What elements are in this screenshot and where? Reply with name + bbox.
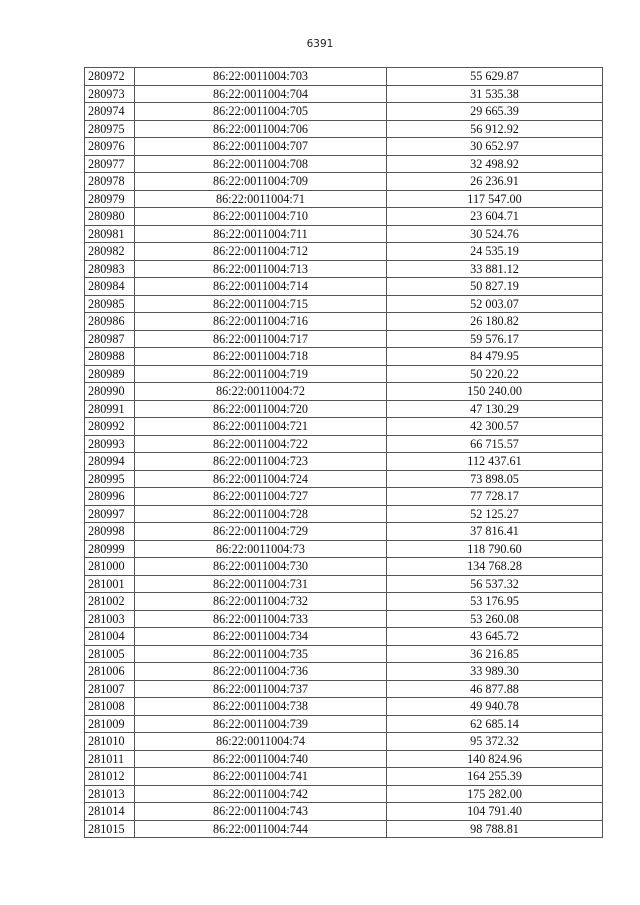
row-number-cell: 280985 — [85, 295, 135, 313]
cadastral-number-cell: 86:22:0011004:731 — [135, 575, 387, 593]
value-cell: 104 791.40 — [387, 803, 603, 821]
value-cell: 175 282.00 — [387, 785, 603, 803]
table-row — [85, 680, 603, 698]
table-row — [85, 330, 603, 348]
cadastral-number-cell: 86:22:0011004:719 — [135, 365, 387, 383]
value-cell: 30 524.76 — [387, 225, 603, 243]
value-cell: 59 576.17 — [387, 330, 603, 348]
row-number-cell: 280976 — [85, 138, 135, 156]
value-cell: 36 216.85 — [387, 645, 603, 663]
cadastral-number-cell: 86:22:0011004:706 — [135, 120, 387, 138]
table-row — [85, 470, 603, 488]
cadastral-number-cell: 86:22:0011004:723 — [135, 453, 387, 471]
row-number-cell: 280977 — [85, 155, 135, 173]
value-cell: 32 498.92 — [387, 155, 603, 173]
table-row — [85, 190, 603, 208]
table-row — [85, 120, 603, 138]
cadastral-number-cell: 86:22:0011004:712 — [135, 243, 387, 261]
row-number-cell: 280993 — [85, 435, 135, 453]
table-row — [85, 488, 603, 506]
table-row — [85, 295, 603, 313]
table-row — [85, 243, 603, 261]
value-cell: 47 130.29 — [387, 400, 603, 418]
table-row — [85, 593, 603, 611]
row-number-cell: 281011 — [85, 750, 135, 768]
value-cell: 50 827.19 — [387, 278, 603, 296]
value-cell: 150 240.00 — [387, 383, 603, 401]
value-cell: 33 989.30 — [387, 663, 603, 681]
value-cell: 164 255.39 — [387, 768, 603, 786]
value-cell: 56 537.32 — [387, 575, 603, 593]
value-cell: 98 788.81 — [387, 820, 603, 838]
table-row — [85, 575, 603, 593]
value-cell: 112 437.61 — [387, 453, 603, 471]
cadastral-number-cell: 86:22:0011004:711 — [135, 225, 387, 243]
row-number-cell: 280996 — [85, 488, 135, 506]
cadastral-number-cell: 86:22:0011004:713 — [135, 260, 387, 278]
table-row — [85, 435, 603, 453]
value-cell: 30 652.97 — [387, 138, 603, 156]
table-row — [85, 260, 603, 278]
table-body — [85, 68, 603, 838]
value-cell: 53 260.08 — [387, 610, 603, 628]
row-number-cell: 280983 — [85, 260, 135, 278]
row-number-cell: 280999 — [85, 540, 135, 558]
value-cell: 43 645.72 — [387, 628, 603, 646]
cadastral-number-cell: 86:22:0011004:737 — [135, 680, 387, 698]
cadastral-number-cell: 86:22:0011004:73 — [135, 540, 387, 558]
row-number-cell: 280995 — [85, 470, 135, 488]
value-cell: 118 790.60 — [387, 540, 603, 558]
table-row — [85, 418, 603, 436]
value-cell: 26 180.82 — [387, 313, 603, 331]
cadastral-number-cell: 86:22:0011004:74 — [135, 733, 387, 751]
row-number-cell: 281006 — [85, 663, 135, 681]
cadastral-number-cell: 86:22:0011004:734 — [135, 628, 387, 646]
row-number-cell: 280975 — [85, 120, 135, 138]
cadastral-number-cell: 86:22:0011004:742 — [135, 785, 387, 803]
table-row — [85, 715, 603, 733]
row-number-cell: 280979 — [85, 190, 135, 208]
table-row — [85, 820, 603, 838]
value-cell: 49 940.78 — [387, 698, 603, 716]
value-cell: 77 728.17 — [387, 488, 603, 506]
value-cell: 42 300.57 — [387, 418, 603, 436]
cadastral-number-cell: 86:22:0011004:728 — [135, 505, 387, 523]
row-number-cell: 281010 — [85, 733, 135, 751]
row-number-cell: 280984 — [85, 278, 135, 296]
table-row — [85, 733, 603, 751]
cadastral-number-cell: 86:22:0011004:722 — [135, 435, 387, 453]
table-row — [85, 68, 603, 86]
row-number-cell: 280974 — [85, 103, 135, 121]
table-row — [85, 365, 603, 383]
cadastral-number-cell: 86:22:0011004:720 — [135, 400, 387, 418]
table-row — [85, 278, 603, 296]
table-row — [85, 313, 603, 331]
cadastral-number-cell: 86:22:0011004:739 — [135, 715, 387, 733]
row-number-cell: 280990 — [85, 383, 135, 401]
value-cell: 50 220.22 — [387, 365, 603, 383]
table-row — [85, 803, 603, 821]
row-number-cell: 280992 — [85, 418, 135, 436]
row-number-cell: 280986 — [85, 313, 135, 331]
table-row — [85, 540, 603, 558]
value-cell: 46 877.88 — [387, 680, 603, 698]
value-cell: 52 125.27 — [387, 505, 603, 523]
table-row — [85, 103, 603, 121]
value-cell: 33 881.12 — [387, 260, 603, 278]
row-number-cell: 280978 — [85, 173, 135, 191]
value-cell: 31 535.38 — [387, 85, 603, 103]
table-row — [85, 523, 603, 541]
cadastral-number-cell: 86:22:0011004:710 — [135, 208, 387, 226]
value-cell: 117 547.00 — [387, 190, 603, 208]
row-number-cell: 280998 — [85, 523, 135, 541]
table-row — [85, 750, 603, 768]
cadastral-number-cell: 86:22:0011004:732 — [135, 593, 387, 611]
cadastral-number-cell: 86:22:0011004:704 — [135, 85, 387, 103]
row-number-cell: 281005 — [85, 645, 135, 663]
table-row — [85, 628, 603, 646]
cadastral-number-cell: 86:22:0011004:714 — [135, 278, 387, 296]
row-number-cell: 281003 — [85, 610, 135, 628]
table-row — [85, 208, 603, 226]
table-row — [85, 610, 603, 628]
cadastral-number-cell: 86:22:0011004:71 — [135, 190, 387, 208]
row-number-cell: 280981 — [85, 225, 135, 243]
row-number-cell: 281001 — [85, 575, 135, 593]
value-cell: 84 479.95 — [387, 348, 603, 366]
value-cell: 66 715.57 — [387, 435, 603, 453]
cadastral-number-cell: 86:22:0011004:740 — [135, 750, 387, 768]
cadastral-number-cell: 86:22:0011004:72 — [135, 383, 387, 401]
value-cell: 56 912.92 — [387, 120, 603, 138]
cadastral-number-cell: 86:22:0011004:744 — [135, 820, 387, 838]
table-row — [85, 85, 603, 103]
value-cell: 26 236.91 — [387, 173, 603, 191]
cadastral-number-cell: 86:22:0011004:743 — [135, 803, 387, 821]
cadastral-number-cell: 86:22:0011004:724 — [135, 470, 387, 488]
table-row — [85, 453, 603, 471]
row-number-cell: 281008 — [85, 698, 135, 716]
row-number-cell: 281009 — [85, 715, 135, 733]
row-number-cell: 280972 — [85, 68, 135, 86]
table-row — [85, 173, 603, 191]
cadastral-number-cell: 86:22:0011004:733 — [135, 610, 387, 628]
value-cell: 73 898.05 — [387, 470, 603, 488]
row-number-cell: 281004 — [85, 628, 135, 646]
table-row — [85, 138, 603, 156]
row-number-cell: 280988 — [85, 348, 135, 366]
value-cell: 62 685.14 — [387, 715, 603, 733]
cadastral-number-cell: 86:22:0011004:741 — [135, 768, 387, 786]
cadastral-number-cell: 86:22:0011004:703 — [135, 68, 387, 86]
row-number-cell: 281007 — [85, 680, 135, 698]
table-row — [85, 400, 603, 418]
cadastral-number-cell: 86:22:0011004:727 — [135, 488, 387, 506]
table-row — [85, 505, 603, 523]
value-cell: 52 003.07 — [387, 295, 603, 313]
value-cell: 140 824.96 — [387, 750, 603, 768]
cadastral-number-cell: 86:22:0011004:721 — [135, 418, 387, 436]
table-row — [85, 768, 603, 786]
cadastral-number-cell: 86:22:0011004:736 — [135, 663, 387, 681]
row-number-cell: 281000 — [85, 558, 135, 576]
value-cell: 53 176.95 — [387, 593, 603, 611]
cadastral-number-cell: 86:22:0011004:717 — [135, 330, 387, 348]
value-cell: 95 372.32 — [387, 733, 603, 751]
row-number-cell: 280997 — [85, 505, 135, 523]
row-number-cell: 280989 — [85, 365, 135, 383]
value-cell: 24 535.19 — [387, 243, 603, 261]
table-row — [85, 558, 603, 576]
row-number-cell: 281013 — [85, 785, 135, 803]
value-cell: 134 768.28 — [387, 558, 603, 576]
table-row — [85, 225, 603, 243]
cadastral-number-cell: 86:22:0011004:718 — [135, 348, 387, 366]
cadastral-number-cell: 86:22:0011004:735 — [135, 645, 387, 663]
row-number-cell: 280980 — [85, 208, 135, 226]
cadastral-number-cell: 86:22:0011004:738 — [135, 698, 387, 716]
table-row — [85, 698, 603, 716]
row-number-cell: 280982 — [85, 243, 135, 261]
value-cell: 23 604.71 — [387, 208, 603, 226]
table-row — [85, 645, 603, 663]
row-number-cell: 281015 — [85, 820, 135, 838]
page-number: 6391 — [306, 38, 334, 50]
table-row — [85, 663, 603, 681]
value-cell: 29 665.39 — [387, 103, 603, 121]
table-row — [85, 348, 603, 366]
row-number-cell: 280987 — [85, 330, 135, 348]
row-number-cell: 281002 — [85, 593, 135, 611]
table-row — [85, 785, 603, 803]
row-number-cell: 281014 — [85, 803, 135, 821]
value-cell: 55 629.87 — [387, 68, 603, 86]
cadastral-number-cell: 86:22:0011004:730 — [135, 558, 387, 576]
row-number-cell: 281012 — [85, 768, 135, 786]
cadastral-value-table — [84, 67, 603, 838]
table-row — [85, 155, 603, 173]
cadastral-number-cell: 86:22:0011004:705 — [135, 103, 387, 121]
cadastral-number-cell: 86:22:0011004:709 — [135, 173, 387, 191]
cadastral-number-cell: 86:22:0011004:715 — [135, 295, 387, 313]
row-number-cell: 280991 — [85, 400, 135, 418]
value-cell: 37 816.41 — [387, 523, 603, 541]
cadastral-number-cell: 86:22:0011004:707 — [135, 138, 387, 156]
row-number-cell: 280994 — [85, 453, 135, 471]
row-number-cell: 280973 — [85, 85, 135, 103]
cadastral-number-cell: 86:22:0011004:708 — [135, 155, 387, 173]
table-row — [85, 383, 603, 401]
cadastral-number-cell: 86:22:0011004:716 — [135, 313, 387, 331]
cadastral-number-cell: 86:22:0011004:729 — [135, 523, 387, 541]
